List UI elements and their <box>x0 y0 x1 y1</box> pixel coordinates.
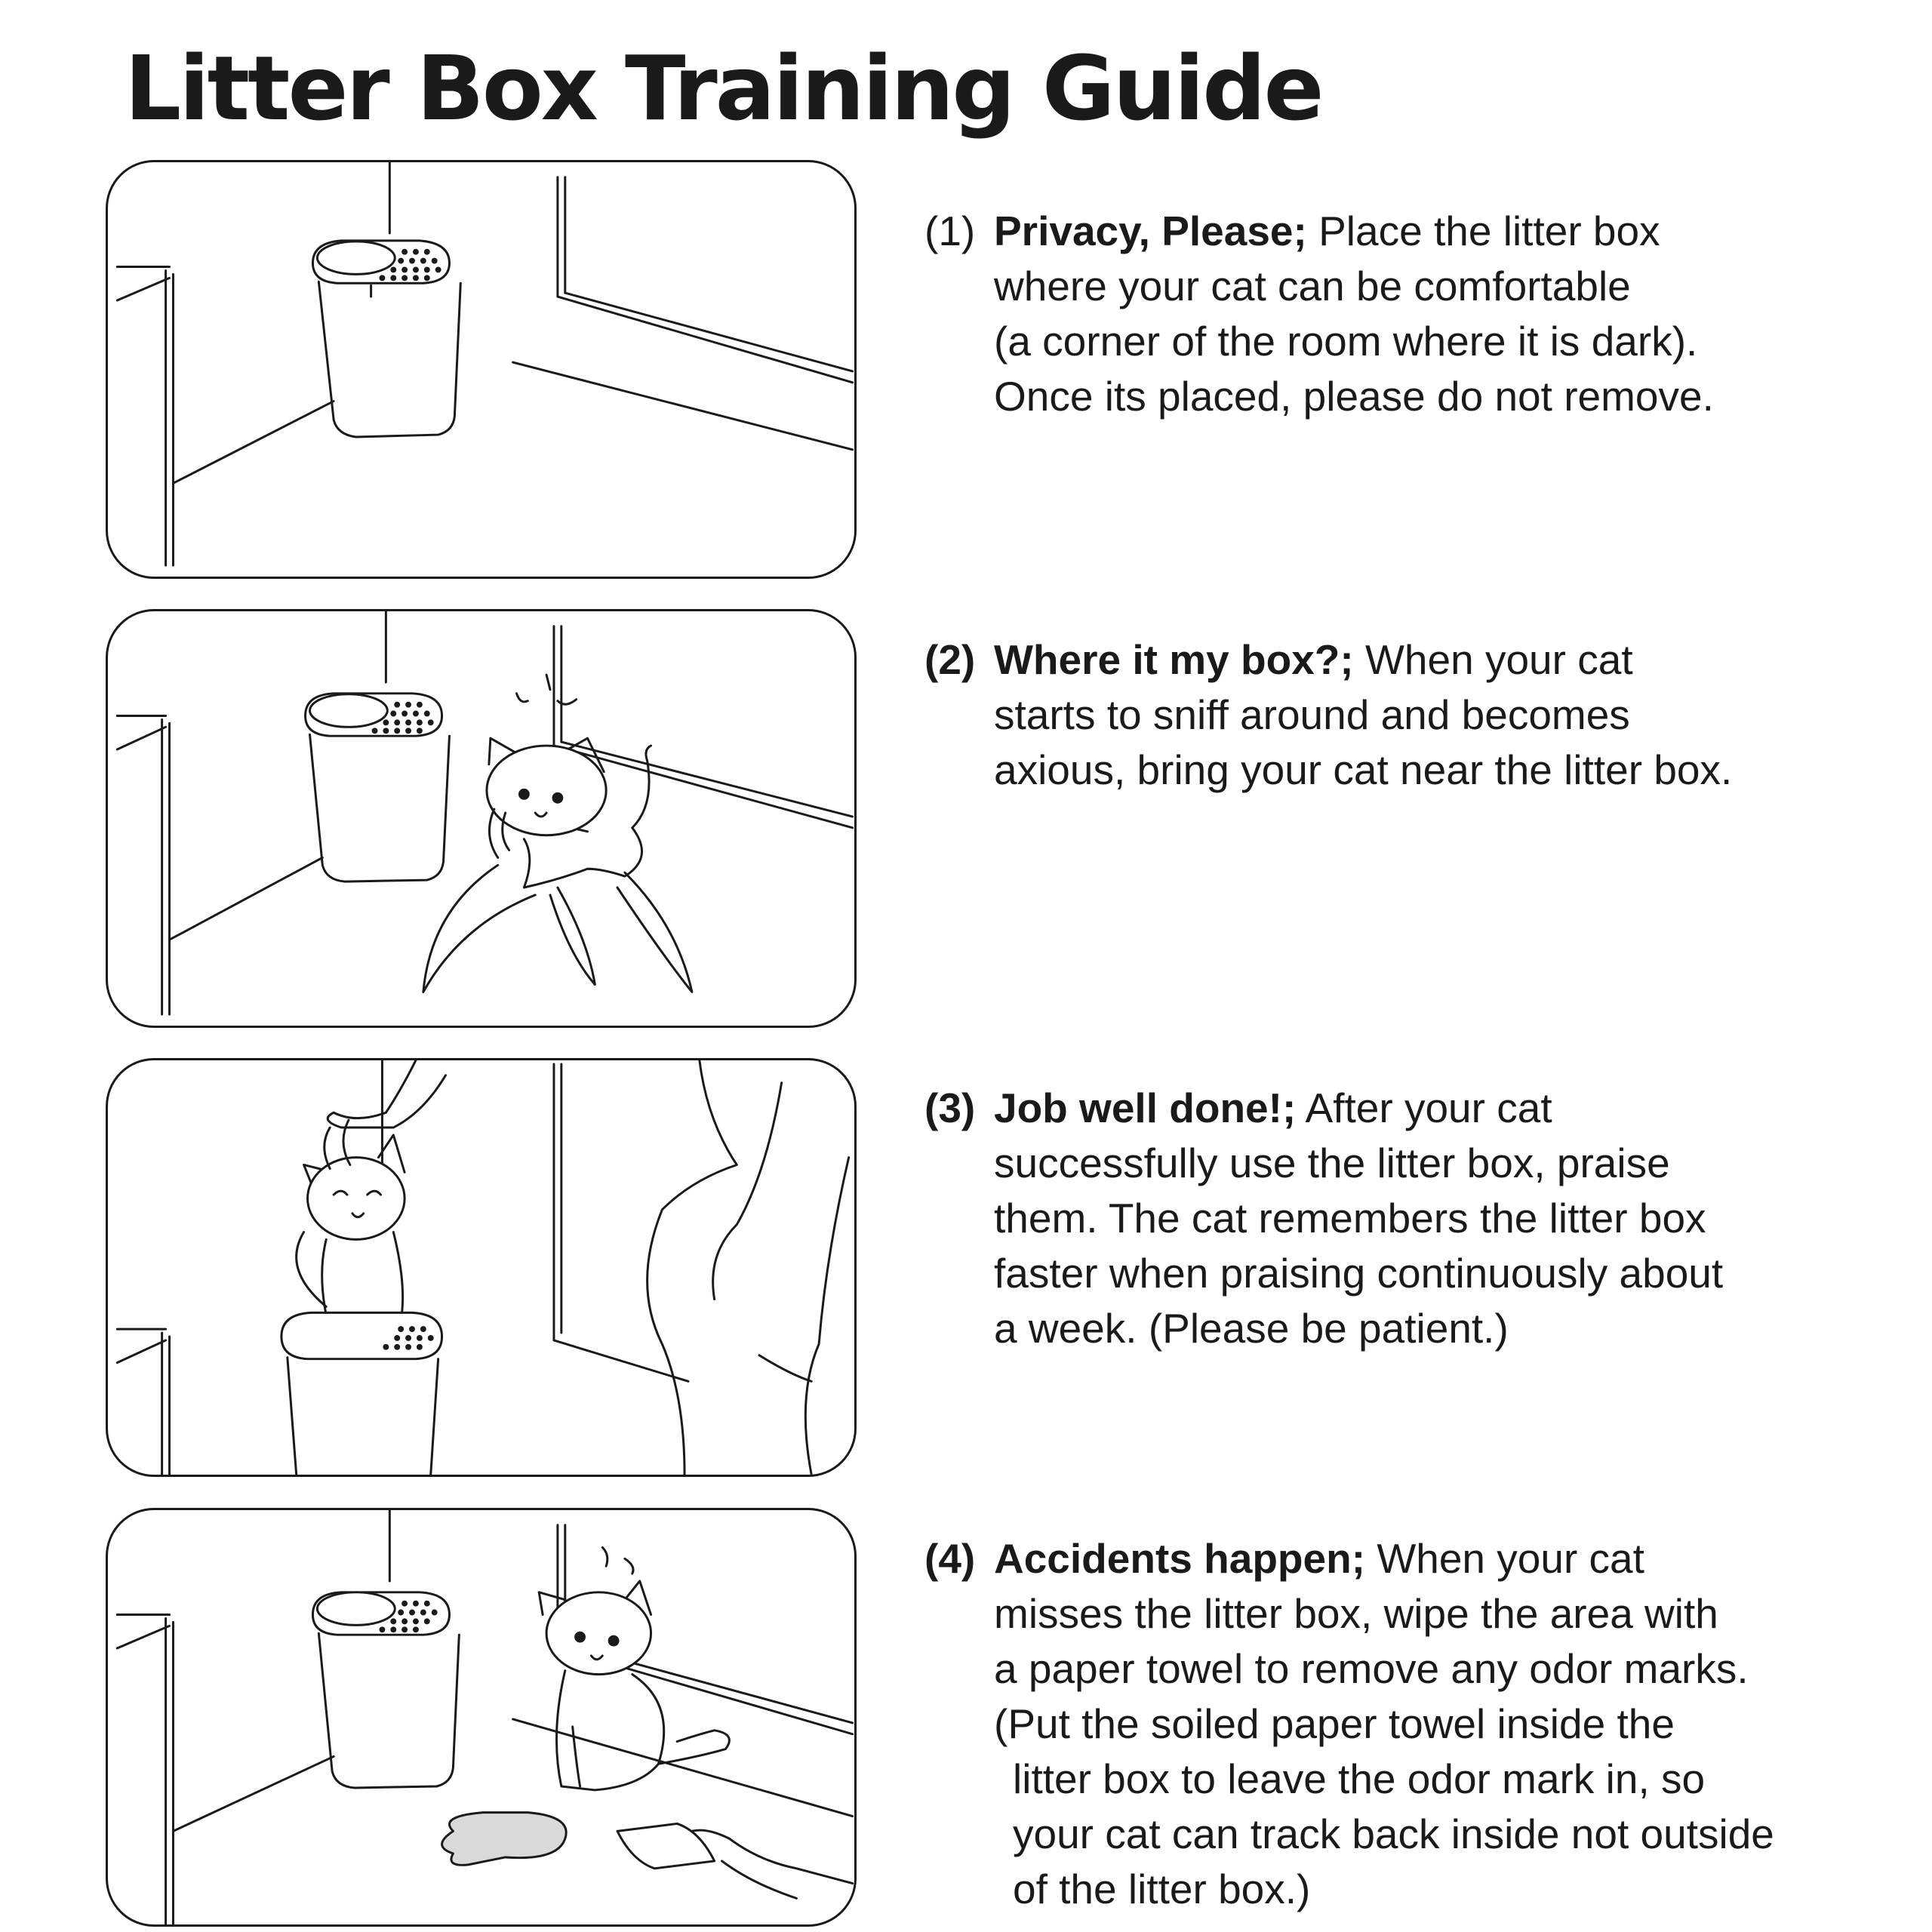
hand-icon <box>328 1060 445 1128</box>
illustration-panel-1 <box>106 160 857 579</box>
step-text: them. The cat remembers the litter box <box>994 1195 1706 1241</box>
anxious-cat-icon <box>423 675 692 992</box>
step-text: a week. (Please be patient.) <box>994 1305 1509 1352</box>
litter-box-icon <box>312 241 460 437</box>
step-text: When your cat <box>1365 636 1633 683</box>
step-number: (1) <box>924 208 976 254</box>
litter-box-icon <box>306 694 450 881</box>
step-text: litter box to leave the odor mark in, so <box>1013 1755 1706 1802</box>
step-heading: Accidents happen; <box>994 1535 1366 1582</box>
step-heading: Privacy, Please; <box>994 208 1307 254</box>
step-4 <box>924 1531 1898 1917</box>
step-text: Once its placed, please do not remove. <box>994 373 1714 420</box>
step-text: (a corner of the room where it is dark). <box>994 318 1698 365</box>
litter-box-icon <box>312 1592 459 1788</box>
room-corner-lines <box>117 162 852 565</box>
step-text: axious, bring your cat near the litter box. <box>994 746 1733 793</box>
step-text: your cat can track back inside not outside <box>1013 1810 1774 1857</box>
step-heading: Job well done!; <box>994 1084 1297 1131</box>
person-icon <box>648 1060 849 1475</box>
step-1 <box>924 204 1898 424</box>
step-number: (2) <box>924 636 976 683</box>
room-corner-lines <box>117 611 852 1014</box>
step-text: (Put the soiled paper towel inside the <box>994 1700 1675 1747</box>
step-text: where your cat can be comfortable <box>994 263 1631 309</box>
step-text: After your cat <box>1305 1084 1552 1131</box>
step-number: (3) <box>924 1084 976 1131</box>
illustration-panel-3 <box>106 1058 857 1477</box>
step-number: (4) <box>924 1535 976 1582</box>
step-text: faster when praising continuously about <box>994 1250 1724 1297</box>
illustration-panel-4 <box>106 1508 857 1927</box>
step-text: When your cat <box>1377 1535 1644 1582</box>
step-text: misses the litter box, wipe the area with <box>994 1590 1718 1637</box>
step-heading: Where it my box?; <box>994 636 1354 683</box>
page-title: Litter Box Training Guide <box>125 36 1322 140</box>
litter-box-icon <box>281 1312 442 1475</box>
step-text: successfully use the litter box, praise <box>994 1140 1670 1186</box>
step-text: Place the litter box <box>1318 208 1660 254</box>
step-2 <box>924 632 1898 798</box>
step-text: of the litter box.) <box>1013 1866 1311 1912</box>
illustration-panel-2 <box>106 609 857 1028</box>
paper-towel-icon <box>617 1823 853 1898</box>
step-text: a paper towel to remove any odor marks. <box>994 1645 1749 1692</box>
step-3 <box>924 1081 1898 1356</box>
puddle-icon <box>442 1813 567 1866</box>
step-text: starts to sniff around and becomes <box>994 691 1630 738</box>
